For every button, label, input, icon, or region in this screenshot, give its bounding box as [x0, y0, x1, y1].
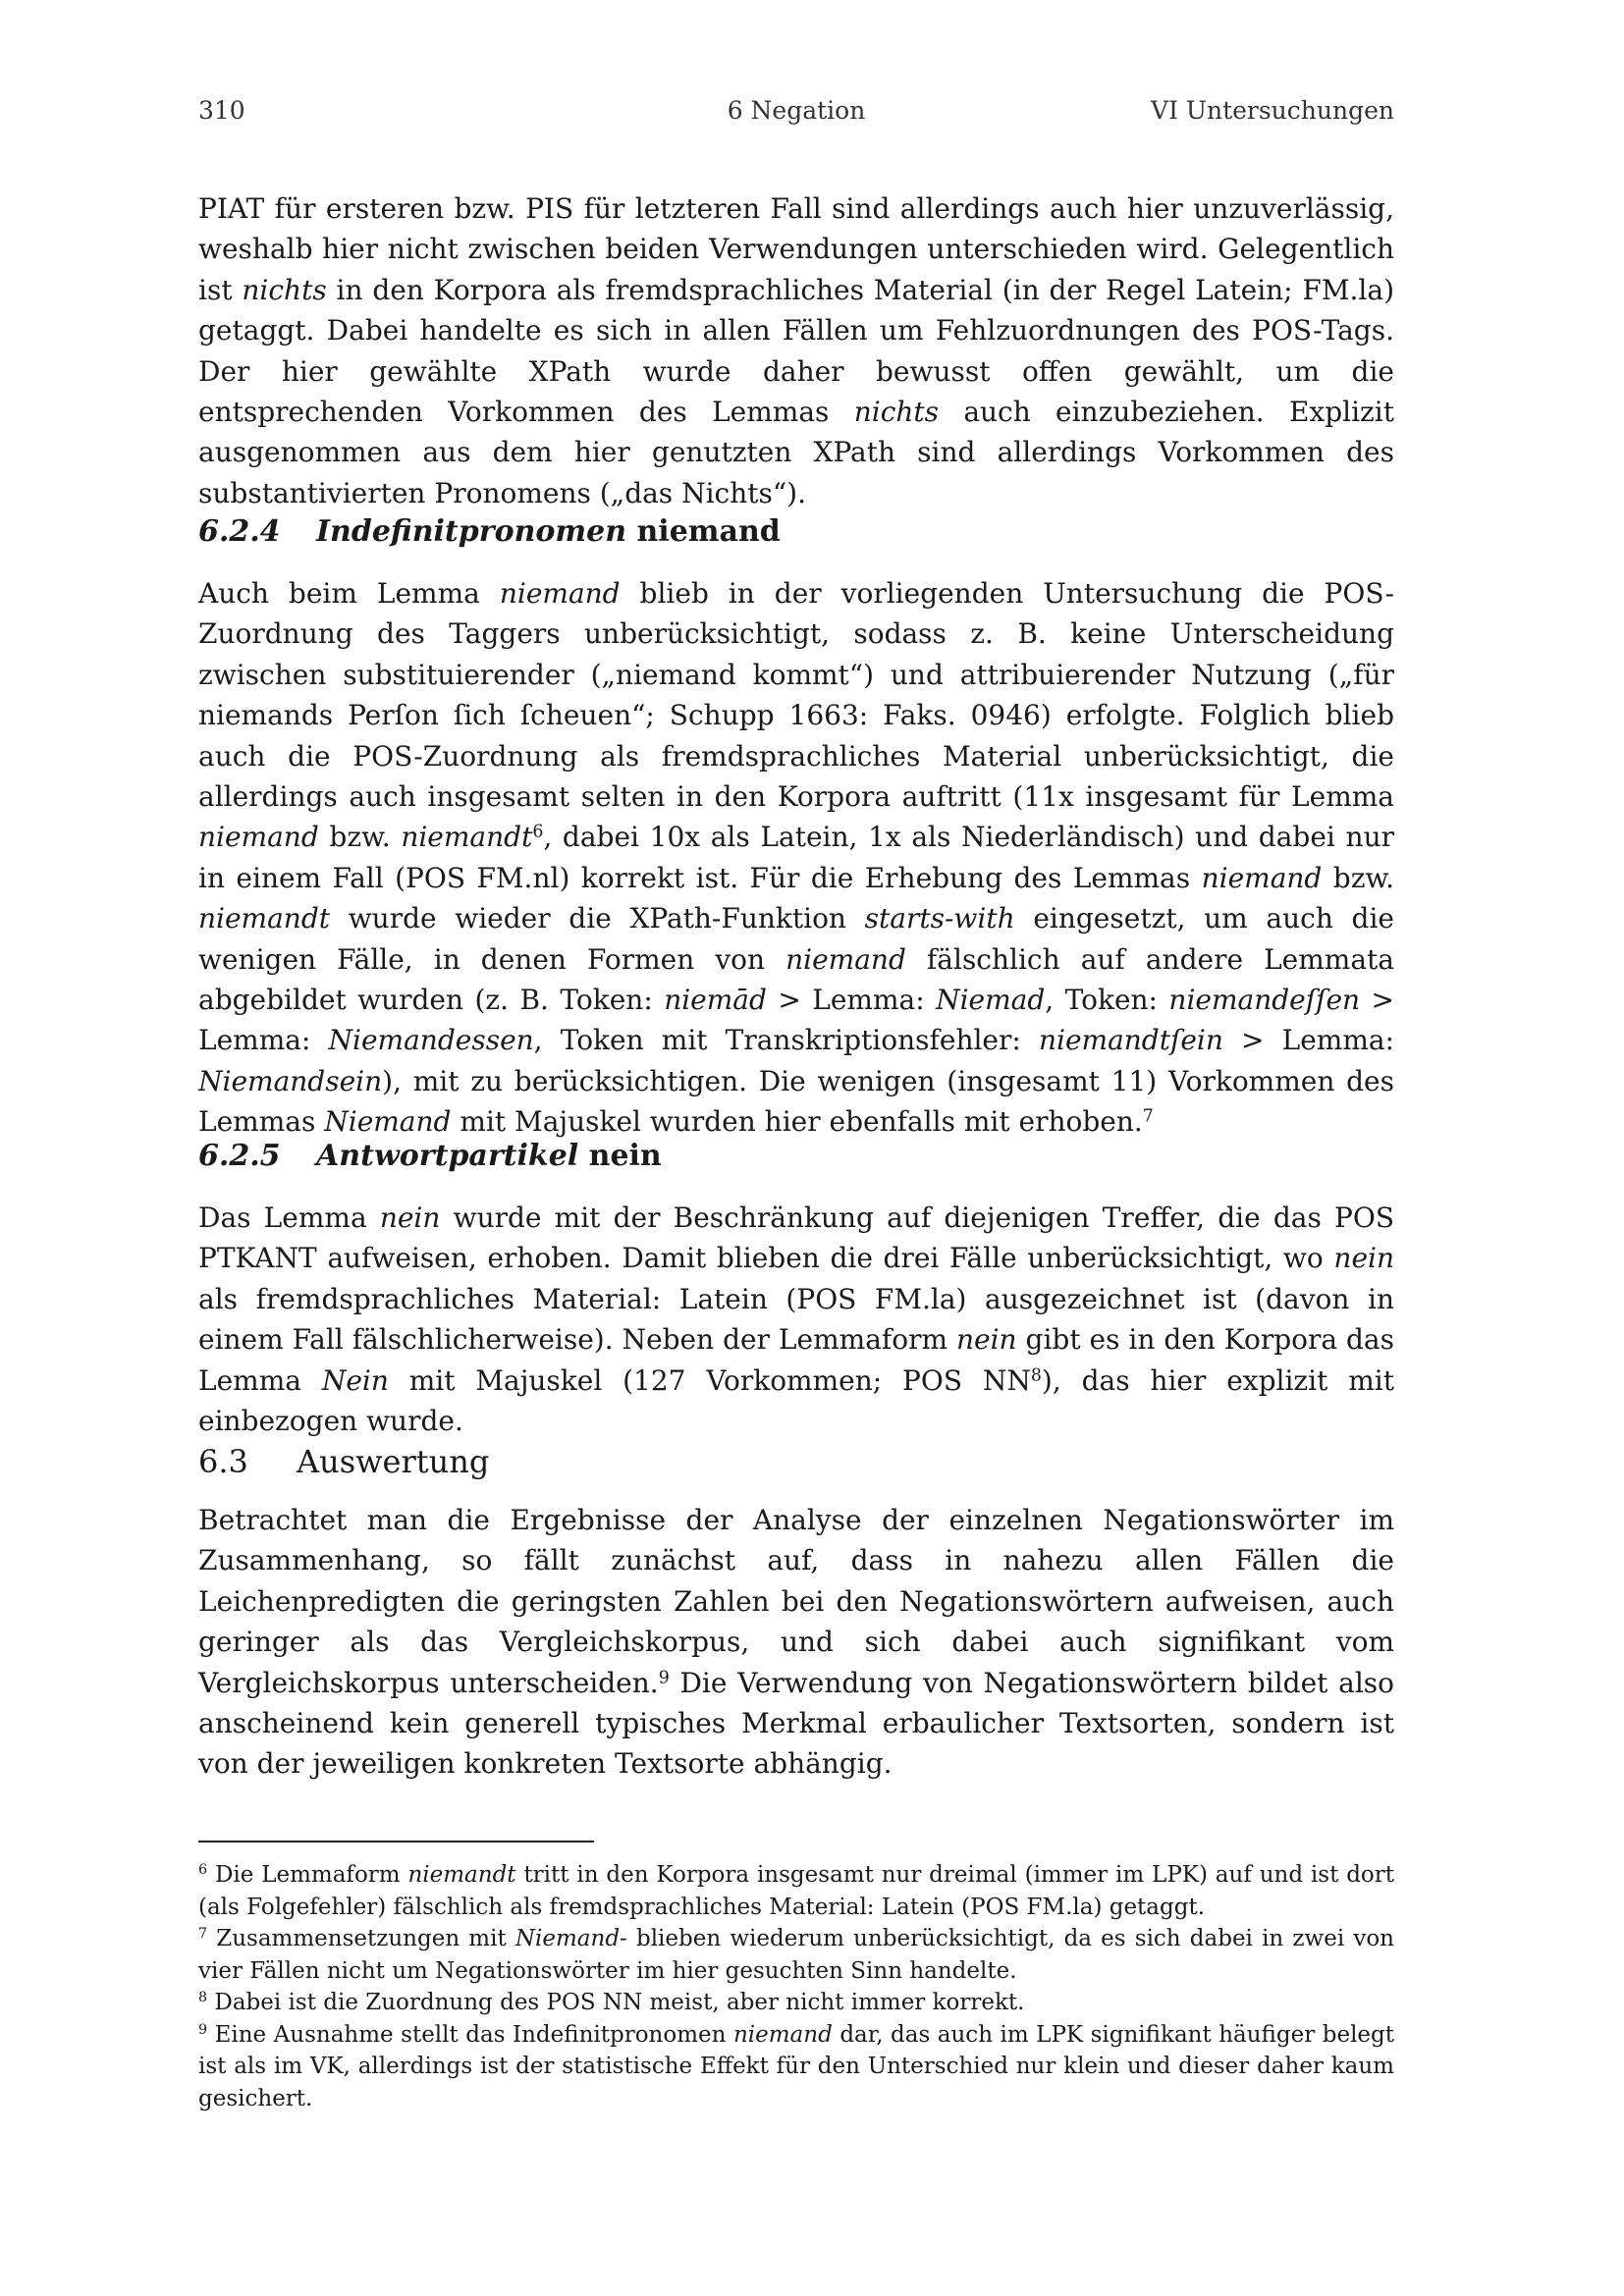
- paragraph: [198, 573, 1394, 1143]
- paragraph-nein: [198, 1198, 1394, 1441]
- italic-term: nein: [1333, 1242, 1394, 1275]
- footnote-separator: [198, 1841, 594, 1842]
- italic-term: nichts: [853, 396, 940, 429]
- text-run: , Token:: [1045, 984, 1169, 1017]
- text-run: gibt es in den Korpora das Lemma: [198, 1323, 1394, 1397]
- italic-term: niemandt: [407, 1862, 516, 1888]
- section-title: Auswertung: [297, 1443, 490, 1480]
- text-run: bzw.: [1322, 861, 1395, 894]
- paragraph: [198, 1198, 1394, 1441]
- footnote-marker: 6: [532, 822, 544, 842]
- italic-term: niemand: [499, 577, 621, 610]
- italic-term: niemandt: [401, 821, 533, 854]
- text-run: bzw.: [318, 821, 402, 854]
- italic-term: niemād: [664, 984, 767, 1017]
- italic-term: Niemandessen: [328, 1024, 534, 1057]
- text-run: mit Majuskel (127 Vorkommen; POS NN: [388, 1363, 1031, 1397]
- text-run: blieben wiederum unberücksichtigt, da es sich dabei in zwei von vier Fällen nicht um Negationswörter im hier gesuchten Sinn handelte.: [198, 1926, 1394, 1984]
- text-run: > Lemma:: [198, 984, 1394, 1057]
- footnote-marker: 8: [1030, 1365, 1042, 1386]
- footnote-6: [198, 1859, 1394, 1923]
- section-title-rest: nein: [578, 1139, 662, 1173]
- text-run: Zusammensetzungen mit: [207, 1926, 515, 1951]
- text-run: Die Lemmaform: [207, 1862, 408, 1888]
- italic-term: starts-with: [864, 902, 1015, 935]
- text-run: blieb in der vorliegenden Untersuchung die POS-Zuordnung des Taggers unberücksichtigt, sodass z. B. keine Unterscheidung zwischen substituierender („niemand kommt“) und attribuierender Nutzung („für niemands Perſon ſich ſcheuen“; Schupp 1663: Faks. 0946) erfolgte. Folglich blieb auch die POS-Zuordnung als fremdsprachliches Material unberücksichtigt, die allerdings auch insgesamt selten in den Korpora auftritt (11x insgesamt für Lemma: [198, 577, 1394, 814]
- section-title: [316, 512, 781, 552]
- italic-term: niemand: [1201, 861, 1323, 894]
- italic-term: Nein: [321, 1363, 389, 1397]
- italic-term: Niemad: [936, 984, 1046, 1017]
- text-run: Eine Ausnahme stellt das Indefinitpronomen: [207, 2021, 733, 2048]
- italic-term: nein: [379, 1201, 441, 1234]
- paragraph: [198, 1500, 1394, 1785]
- text-run: Betrachtet man die Ergebnisse der Analyse der einzelnen Negationswörter im Zusammenhang, so fällt zunächst auf, dass in nahezu allen Fällen die Leichenpredigten die geringsten Zahlen bei den Negationswörtern aufweisen, auch geringer als das Vergleichskorpus, und sich dabei auch signifikant vom Vergleichskorpus unterscheiden.: [198, 1504, 1394, 1699]
- italic-term: nein: [955, 1323, 1017, 1357]
- italic-term: niemandt: [198, 902, 331, 935]
- footnote-number: 7: [198, 1926, 208, 1943]
- section-title-italic: Antwortpartikel: [316, 1139, 579, 1173]
- italic-term: nichts: [242, 273, 327, 306]
- paragraph-intro: [198, 188, 1394, 513]
- section-title-rest: niemand: [626, 514, 781, 549]
- italic-term: niemand: [732, 2021, 833, 2048]
- text-run: Das Lemma: [198, 1201, 380, 1234]
- text-run: tritt in den Korpora insgesamt nur dreimal (immer im LPK) auf und ist dort (als Folgefehler) fälschlich als fremdsprachliches Material: Latein (POS FM.la) getaggt.: [198, 1862, 1394, 1920]
- italic-term: niemand: [198, 821, 319, 854]
- part-title: VI Untersuchungen: [1151, 96, 1394, 125]
- paragraph: [198, 188, 1394, 513]
- text-run: wurde mit der Beschränkung auf diejenigen Treffer, die das POS PTKANT aufweisen, erhoben. Damit blieben die drei Fälle unberücksichtigt, wo: [198, 1201, 1394, 1275]
- text-run: ), das hier explizit mit einbezogen wurde.: [198, 1363, 1394, 1438]
- paragraph-niemand: [198, 573, 1394, 1143]
- footnote-number: 9: [198, 2021, 208, 2038]
- text-run: mit Majuskel wurden hier ebenfalls mit erhoben.: [451, 1105, 1143, 1139]
- footnote-marker: 9: [658, 1668, 670, 1688]
- text-run: Auch beim Lemma: [198, 577, 500, 610]
- text-run: fälschlich auf andere Lemmata abgebildet wurden (z. B. Token:: [198, 942, 1394, 1017]
- section-number: 6.2.4: [198, 514, 281, 549]
- section-number: 6.2.5: [198, 1139, 281, 1173]
- italic-term: Niemandsein: [198, 1064, 383, 1097]
- text-run: dar, das auch im LPK signifikant häufiger belegt ist als im VK, allerdings ist der statistische Effekt für den Unterschied nur klein und dieser daher kaum gesichert.: [198, 2021, 1394, 2111]
- italic-term: Niemand-: [514, 1926, 627, 1951]
- section-title: [316, 1137, 662, 1176]
- text-run: , dabei 10x als Latein, 1x als Niederländisch) und dabei nur in einem Fall (POS FM.nl) korrekt ist. Für die Erhebung des Lemmas: [198, 821, 1394, 894]
- text-run: > Lemma:: [766, 984, 937, 1017]
- footnotes: [198, 1859, 1394, 2114]
- text-run: wurde wieder die XPath-Funktion: [330, 902, 865, 935]
- text-run: ), mit zu berücksichtigen. Die wenigen (insgesamt 11) Vorkommen des Lemmas: [198, 1064, 1394, 1139]
- text-run: , Token mit Transkriptionsfehler:: [533, 1024, 1039, 1057]
- text-run: in den Korpora als fremdsprachliches Material (in der Regel Latein; FM.la) getaggt. Dabei handelte es sich in allen Fällen um Fehlzuordnungen des POS-Tags. Der hier gewählte XPath wurde daher bewusst offen gewählt, um die entsprechenden Vorkommen des Lemmas: [198, 273, 1394, 429]
- section-title-italic: Indefinitpronomen: [316, 514, 627, 549]
- text-run: als fremdsprachliches Material: Latein (POS FM.la) ausgezeichnet ist (davon in einem Fall fälschlicherweise). Neben der Lemmaform: [198, 1282, 1394, 1357]
- chapter-title: 6 Negation: [727, 96, 866, 125]
- text-run: auch einzubeziehen. Explizit ausgenommen aus dem hier genutzten XPath sind allerdings Vorkommen des substantivierten Pronomens („das Nichts“).: [198, 396, 1394, 509]
- text-run: eingesetzt, um auch die wenigen Fälle, in denen Formen von: [198, 902, 1394, 976]
- text-run: > Lemma:: [1222, 1024, 1395, 1057]
- italic-term: Niemand: [324, 1105, 452, 1139]
- footnote-marker: 7: [1142, 1106, 1154, 1127]
- text-run: Die Verwendung von Negationswörtern bildet also anscheinend kein generell typisches Merkmal erbaulicher Textsorten, sondern ist von der jeweiligen konkreten Textsorte abhängig.: [198, 1666, 1395, 1781]
- running-header: [198, 96, 1394, 132]
- page-number: 310: [198, 96, 245, 125]
- text-run: Dabei ist die Zuordnung des POS NN meist, aber nicht immer korrekt.: [207, 1990, 1025, 2015]
- footnote-8: [198, 1987, 1394, 2019]
- text-run: PIAT für ersteren bzw. PIS für letzteren Fall sind allerdings auch hier unzuverlässig, weshalb hier nicht zwischen beiden Verwendungen unterschieden wird. Gelegentlich ist: [198, 192, 1394, 306]
- section-number: 6.3: [198, 1443, 248, 1480]
- paragraph-auswertung: [198, 1500, 1394, 1785]
- italic-term: niemand: [785, 942, 906, 976]
- italic-term: niemandeſſen: [1168, 984, 1361, 1017]
- footnote-number: 6: [198, 1862, 208, 1879]
- footnote-9: [198, 2019, 1394, 2115]
- footnote-7: [198, 1923, 1394, 1987]
- italic-term: niemandtſein: [1038, 1024, 1223, 1057]
- footnote-number: 8: [198, 1990, 208, 2006]
